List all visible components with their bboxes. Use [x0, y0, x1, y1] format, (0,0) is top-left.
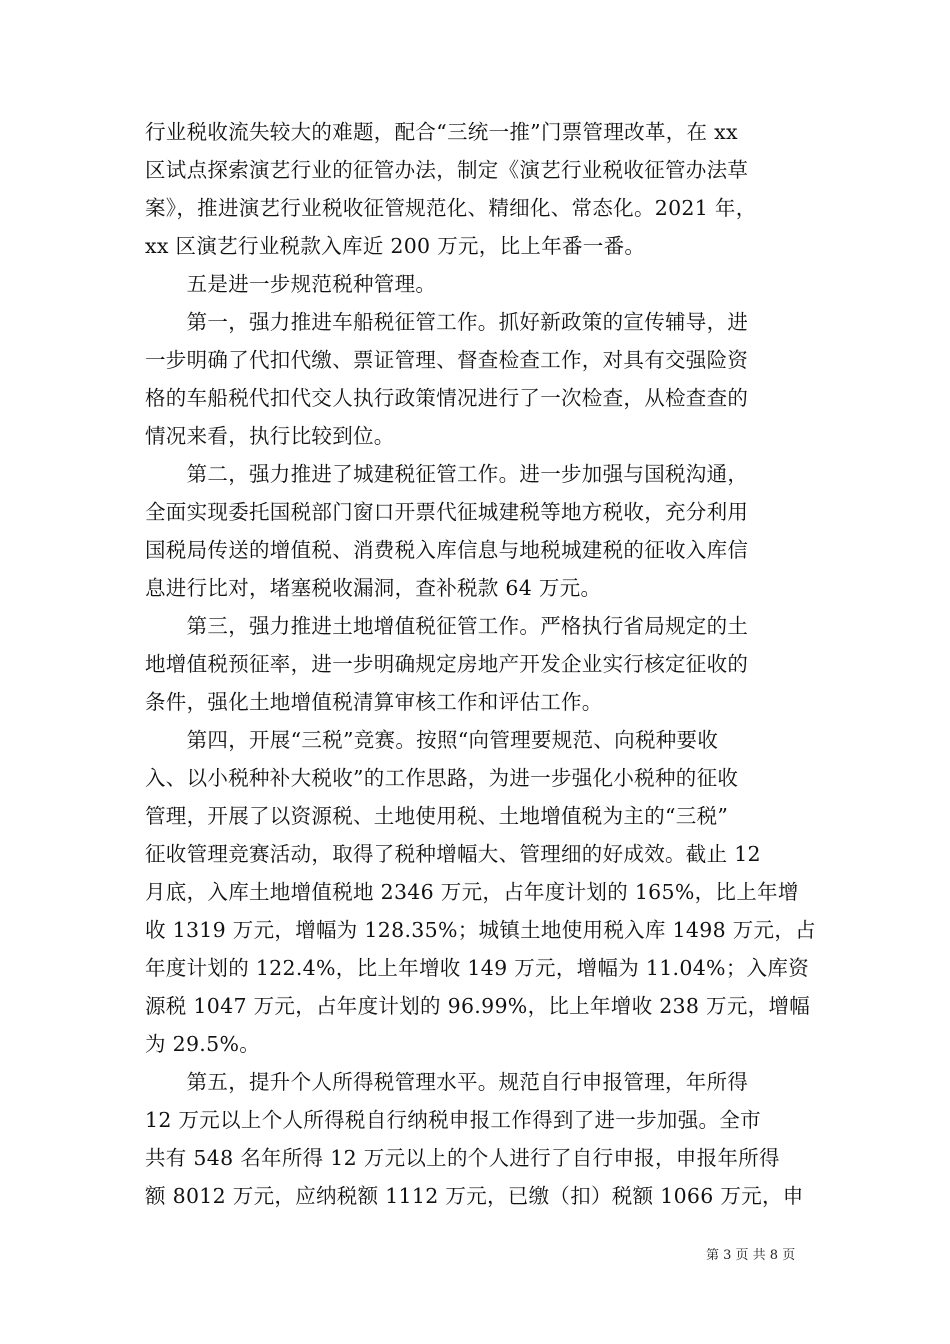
text-line: 第二，强力推进了城建税征管工作。进一步加强与国税沟通，	[145, 462, 749, 486]
text-line: 格的车船税代扣代交人执行政策情况进行了一次检查，从检查查的	[145, 386, 749, 410]
page-number: 第 3 页 共 8 页	[706, 1248, 796, 1263]
text-line: 地增值税预征率，进一步明确规定房地产开发企业实行核定征收的	[145, 652, 749, 676]
text-line: 区试点探索演艺行业的征管办法，制定《演艺行业税收征管办法草	[145, 158, 749, 182]
text-line: 月底，入库土地增值税地 2346 万元，占年度计划的 165%，比上年增	[145, 880, 799, 904]
text-line: xx 区演艺行业税款入库近 200 万元，比上年番一番。	[145, 234, 646, 258]
text-line: 源税 1047 万元，占年度计划的 96.99%，比上年增收 238 万元，增幅	[145, 994, 811, 1018]
text-line: 案》，推进演艺行业税收征管规范化、精细化、常态化。2021 年，	[145, 196, 757, 220]
text-line: 额 8012 万元，应纳税额 1112 万元，已缴（扣）税额 1066 万元，申	[145, 1184, 804, 1208]
text-line: 息进行比对，堵塞税收漏洞，查补税款 64 万元。	[145, 576, 602, 600]
text-line: 五是进一步规范税种管理。	[145, 272, 437, 296]
text-line: 年度计划的 122.4%，比上年增收 149 万元，增幅为 11.04%；入库资	[145, 956, 810, 980]
text-line: 为 29.5%。	[145, 1032, 261, 1056]
text-line: 国税局传送的增值税、消费税入库信息与地税城建税的征收入库信	[145, 538, 749, 562]
text-line: 收 1319 万元，增幅为 128.35%；城镇土地使用税入库 1498 万元，占	[145, 918, 816, 942]
text-line: 入、以小税种补大税收”的工作思路，为进一步强化小税种的征收	[145, 766, 739, 790]
text-line: 条件，强化土地增值税清算审核工作和评估工作。	[145, 690, 603, 714]
text-line: 共有 548 名年所得 12 万元以上的个人进行了自行申报，申报年所得	[145, 1146, 780, 1170]
text-line: 全面实现委托国税部门窗口开票代征城建税等地方税收，充分利用	[145, 500, 749, 524]
text-line: 第四，开展“三税”竞赛。按照“向管理要规范、向税种要收	[145, 728, 719, 752]
text-line: 一步明确了代扣代缴、票证管理、督查检查工作，对具有交强险资	[145, 348, 749, 372]
text-line: 征收管理竞赛活动，取得了税种增幅大、管理细的好成效。截止 12	[145, 842, 761, 866]
text-line: 12 万元以上个人所得税自行纳税申报工作得到了进一步加强。全市	[145, 1108, 761, 1132]
text-line: 第三，强力推进土地增值税征管工作。严格执行省局规定的土	[145, 614, 749, 638]
text-line: 第五，提升个人所得税管理水平。规范自行申报管理，年所得	[145, 1070, 749, 1094]
text-line: 管理，开展了以资源税、土地使用税、土地增值税为主的“三税”	[145, 804, 729, 828]
text-line: 第一，强力推进车船税征管工作。抓好新政策的宣传辅导，进	[145, 310, 749, 334]
text-line: 行业税收流失较大的难题，配合“三统一推”门票管理改革，在 xx	[145, 120, 738, 144]
text-line: 情况来看，执行比较到位。	[145, 424, 395, 448]
